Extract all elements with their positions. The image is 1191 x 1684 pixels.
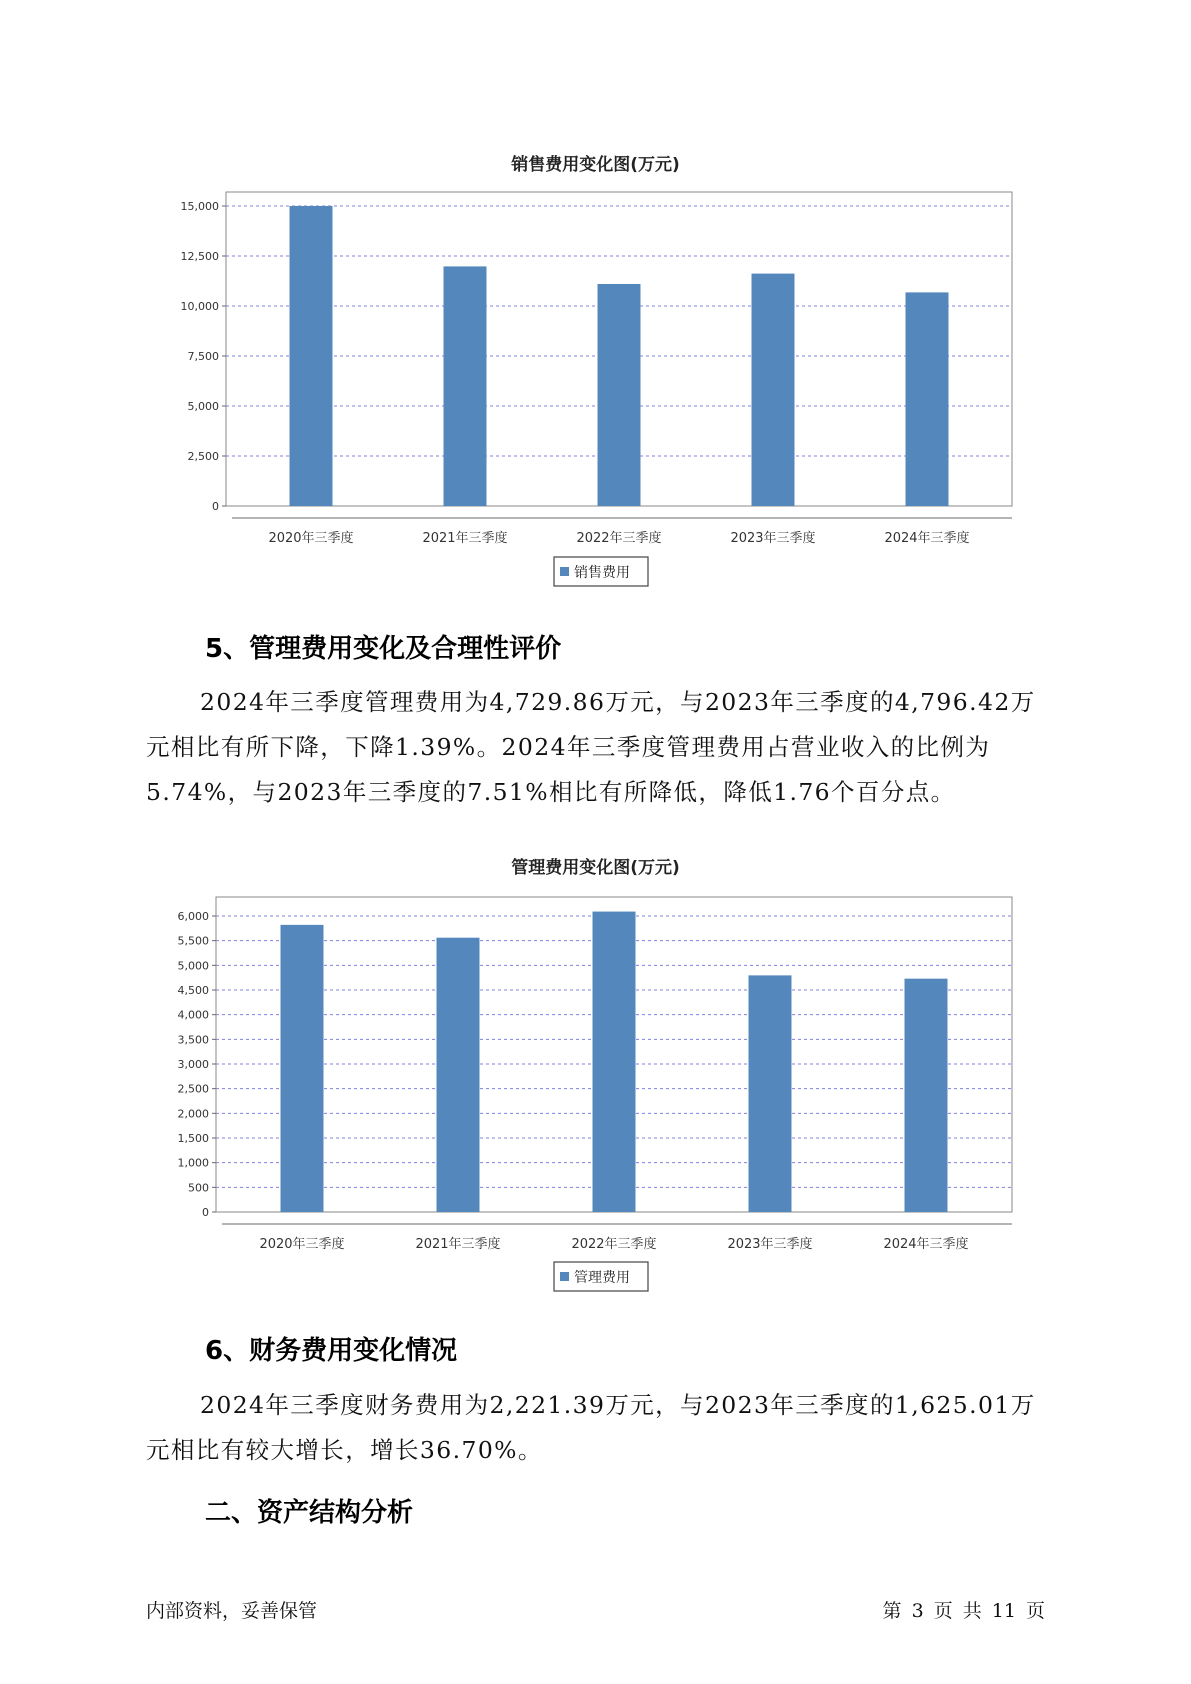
- admin-expense-chart: [0, 880, 1191, 1300]
- x-tick-label: 2024年三季度: [884, 531, 970, 546]
- bar-1: [281, 925, 324, 1212]
- y-tick-label: 2,000: [177, 1107, 209, 1121]
- bar-3: [598, 284, 641, 506]
- x-tick-label: 2024年三季度: [883, 1237, 969, 1252]
- x-tick-label: 2022年三季度: [571, 1237, 657, 1252]
- sales-expense-chart-title: 销售费用变化图(万元): [511, 155, 680, 175]
- y-tick-label: 6,000: [177, 910, 209, 923]
- y-tick-label: 12,500: [180, 250, 219, 263]
- y-tick-label: 3,000: [177, 1058, 209, 1071]
- y-tick-label: 5,000: [177, 959, 209, 973]
- bar-5: [906, 292, 949, 506]
- y-tick-label: 5,500: [177, 934, 209, 948]
- y-tick-label: 0: [212, 500, 219, 513]
- bar-2: [444, 266, 487, 506]
- y-tick-label: 10,000: [180, 300, 219, 313]
- footer-confidential-note: 内部资料，妥善保管: [146, 1600, 318, 1622]
- legend: [554, 557, 648, 586]
- bar-1: [290, 206, 333, 506]
- section-6-paragraph: 2024年三季度财务费用为2,221.39万元，与2023年三季度的1,625.01万元相比有较大增长，增长36.70%。: [146, 1391, 1036, 1464]
- bar-2: [437, 938, 480, 1212]
- y-tick-label: 0: [202, 1206, 209, 1219]
- bar-4: [752, 274, 795, 506]
- legend-swatch: [560, 1272, 569, 1281]
- x-tick-label: 2023年三季度: [727, 1237, 813, 1252]
- sales-expense-chart: [0, 180, 1191, 640]
- y-tick-label: 1,000: [177, 1156, 209, 1170]
- legend-label: 管理费用: [574, 1270, 630, 1286]
- y-tick-label: 1,500: [177, 1132, 209, 1145]
- section-5-heading: 5、管理费用变化及合理性评价: [205, 634, 562, 664]
- bar-5: [905, 979, 948, 1212]
- y-tick-label: 3,500: [177, 1033, 209, 1047]
- x-tick-label: 2022年三季度: [576, 531, 662, 546]
- x-tick-label: 2020年三季度: [259, 1237, 345, 1252]
- y-tick-label: 2,500: [187, 450, 219, 463]
- bar-3: [593, 912, 636, 1212]
- x-tick-label: 2020年三季度: [268, 531, 354, 546]
- section-6-heading: 6、财务费用变化情况: [205, 1336, 458, 1366]
- y-tick-label: 500: [188, 1181, 209, 1195]
- y-tick-label: 7,500: [187, 350, 219, 363]
- section-5-paragraph: 2024年三季度管理费用为4,729.86万元，与2023年三季度的4,796.42万元相比有所下降，下降1.39%。2024年三季度管理费用占营业收入的比例为5.74%，与2023年三季度的7.51%相比有所降低，降低1.76个百分点。: [146, 688, 1036, 806]
- x-tick-label: 2021年三季度: [422, 531, 508, 546]
- section-2-heading: 二、资产结构分析: [205, 1498, 414, 1528]
- legend-label: 销售费用: [574, 565, 630, 581]
- y-tick-label: 4,500: [177, 984, 209, 997]
- y-tick-label: 2,500: [177, 1082, 209, 1096]
- y-tick-label: 5,000: [187, 400, 219, 413]
- y-tick-label: 4,000: [177, 1008, 209, 1022]
- x-tick-label: 2021年三季度: [415, 1237, 501, 1252]
- legend-swatch: [560, 567, 569, 576]
- x-tick-label: 2023年三季度: [730, 531, 816, 546]
- bar-4: [749, 975, 792, 1212]
- y-tick-label: 15,000: [180, 200, 219, 213]
- footer-page-number: 第 3 页 共 11 页: [882, 1600, 1045, 1622]
- admin-expense-chart-title: 管理费用变化图(万元): [511, 858, 680, 878]
- legend: [554, 1262, 648, 1291]
